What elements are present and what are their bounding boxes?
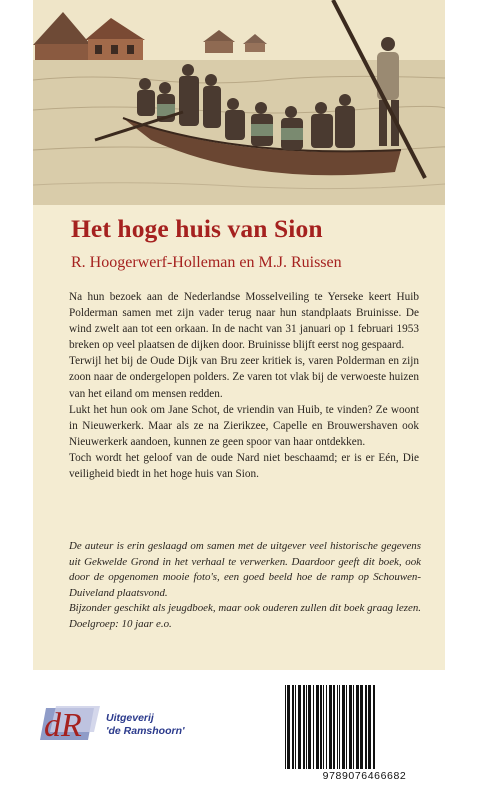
barcode-bar: [333, 685, 335, 769]
barcode-bar: [308, 685, 311, 769]
book-authors: R. Hoogerwerf-Holleman en M.J. Ruissen: [71, 254, 342, 271]
barcode-bar: [329, 685, 332, 769]
barcode-bar: [323, 685, 324, 769]
publisher-name-line1: Uitgeverij: [106, 712, 154, 724]
barcode-bar: [346, 685, 347, 769]
barcode-bar: [356, 685, 359, 769]
barcode-bar: [295, 685, 296, 769]
barcode-bar: [316, 685, 319, 769]
barcode-bar: [292, 685, 294, 769]
barcode-bar: [360, 685, 363, 769]
book-title: Het hoge huis van Sion: [71, 214, 323, 243]
publisher-name: [106, 712, 185, 738]
barcode-bar: [368, 685, 371, 769]
publisher-block: [38, 700, 238, 750]
back-cover: [33, 0, 445, 670]
blurb-paragraph: Na hun bezoek aan de Nederlandse Mosselveiling te Yerseke keert Huib Polderman samen met zijn vader terug naar hun standplaats Bruinisse. De wind zwelt aan tot een orkaan. In de nacht van 31 januari op 1 februari 1953 breken op veel plaatsen de dijken door. Bruinisse blijft eerst nog gespaard.: [69, 291, 419, 352]
barcode-bar: [285, 685, 286, 769]
barcode-bar: [313, 685, 314, 769]
barcode-bar: [298, 685, 301, 769]
publisher-name-line2: 'de Ramshoorn': [106, 725, 185, 737]
cover-illustration: [33, 0, 445, 205]
barcode-bar: [365, 685, 367, 769]
logo-letters: dR: [44, 707, 82, 744]
barcode-bars: [283, 685, 446, 769]
barcode-bar: [339, 685, 340, 769]
barcode-bar: [306, 685, 307, 769]
barcode: [283, 685, 446, 769]
barcode-bar: [373, 685, 375, 769]
blurb-paragraph: Terwijl het bij de Oude Dijk van Bru zeer kritiek is, varen Polderman en zijn zoon naar de ondergelopen polders. Ze varen tot vlak bij de verwoeste huizen van het eiland om mensen redden.: [69, 355, 419, 400]
barcode-bar: [320, 685, 322, 769]
barcode-bar: [337, 685, 338, 769]
barcode-bar: [349, 685, 352, 769]
barcode-bar: [342, 685, 345, 769]
blurb-paragraph: Toch wordt het geloof van de oude Nard niet beschaamd; er is er Eén, Die veiligheid biedt in het hoge huis van Sion.: [69, 451, 419, 481]
review-paragraph: De auteur is erin geslaagd om samen met de uitgever veel historische gegevens uit Gekwelde Grond in het verhaal te verwerken. Daardoor geeft dit boek, ook door de opgenomen mooie foto's, een goed beeld hoe de ramp op Schouwen-Duiveland plaatsvond.: [69, 540, 421, 599]
barcode-bar: [287, 685, 290, 769]
isbn-number: 9789076466682: [322, 770, 407, 782]
blurb-paragraph: Lukt het hun ook om Jane Schot, de vriendin van Huib, te vinden? Ze woont in Nieuwerkerk. Maar als ze na Zierikzee, Capelle en Brouwershaven ook Nieuwerkerk aandoen, kunnen ze geen spoor van haar ontdekken.: [69, 403, 419, 448]
barcode-bar: [326, 685, 327, 769]
publisher-logo-icon: [38, 702, 100, 744]
review-text: [69, 539, 421, 632]
flood-rescue-drawing: [33, 0, 445, 205]
blurb-text: [69, 289, 419, 482]
barcode-bar: [303, 685, 305, 769]
barcode-bar: [353, 685, 354, 769]
review-paragraph: Bijzonder geschikt als jeugdboek, maar ook ouderen zullen dit boek graag lezen. Doelgroep: 10 jaar e.o.: [69, 602, 421, 630]
